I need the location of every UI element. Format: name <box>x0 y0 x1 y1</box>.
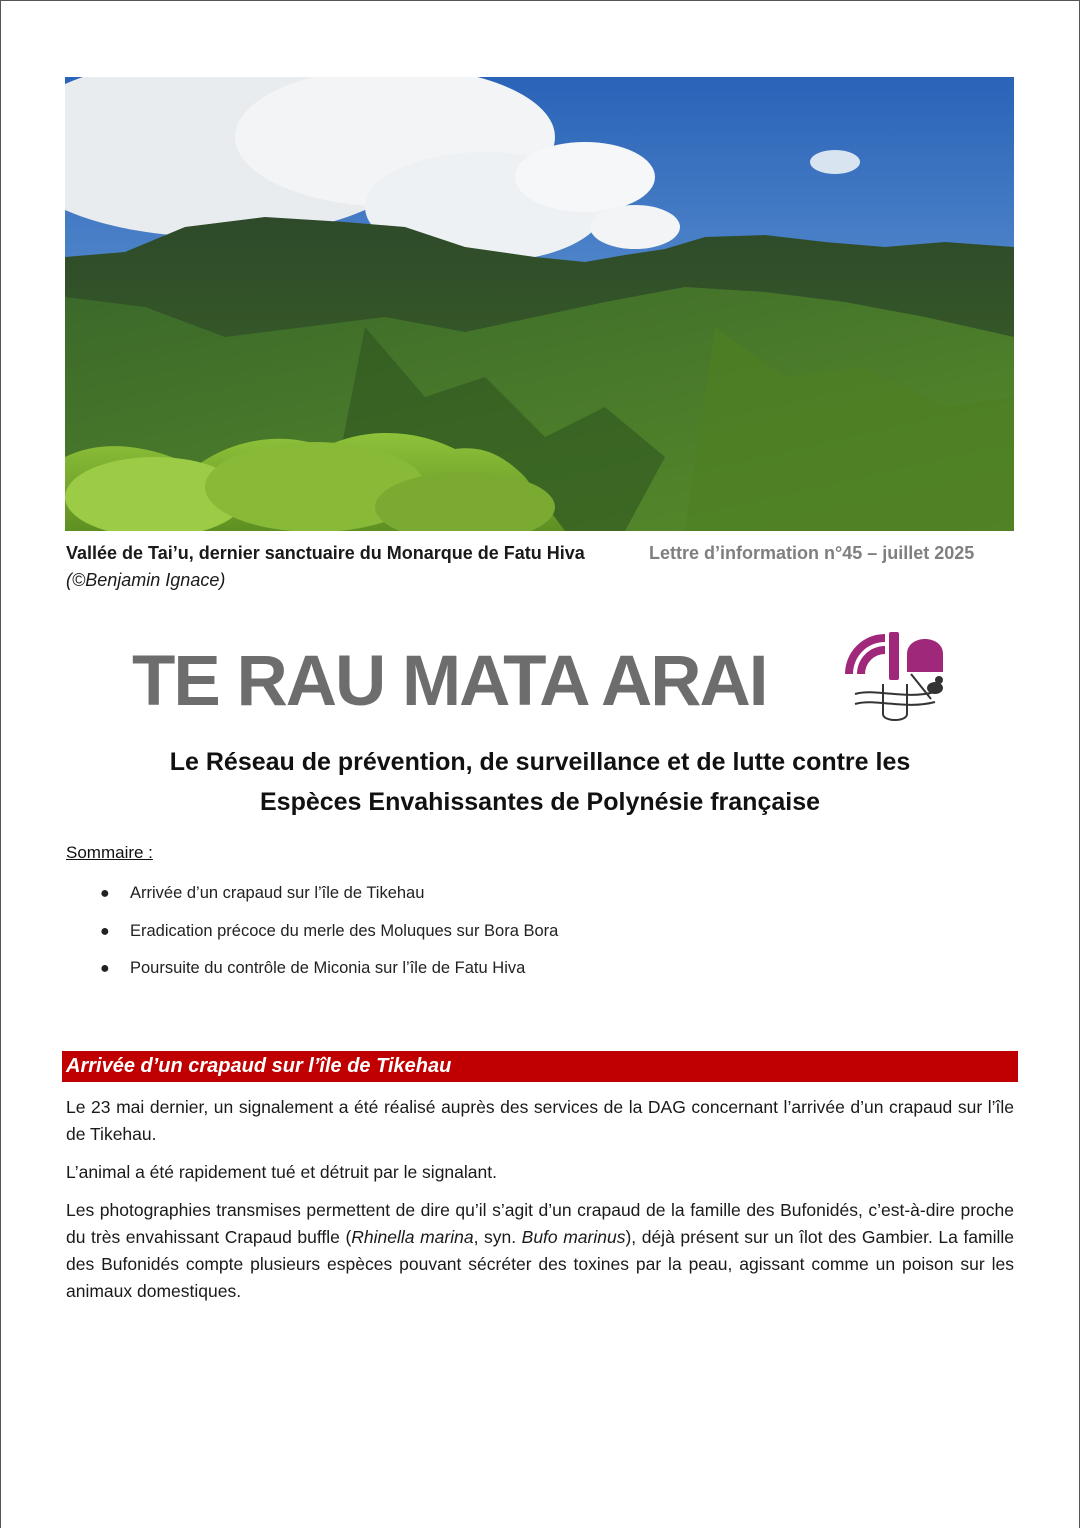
summary-list <box>100 880 558 993</box>
paragraph-2: L’animal a été rapidement tué et détruit par le signalant. <box>66 1162 497 1182</box>
hero-caption <box>66 540 585 594</box>
caption-credit: (©Benjamin Ignace) <box>66 570 226 590</box>
logo-wordmark: TE RAU MATA ARAI <box>132 642 767 721</box>
main-title-line2: Espèces Envahissantes de Polynésie française <box>259 788 821 816</box>
species-name-2: Bufo marinus <box>521 1227 626 1247</box>
caption-title: Vallée de Tai’u, dernier sanctuaire du Monarque de Fatu Hiva <box>66 543 585 563</box>
paragraph-3-part-a: Les photographies transmises permettent de dire qu’il s’agit d’un crapaud de la famille des Bufonidés, c’est-à-dire proche du très envahissant Crapaud buffle ( <box>66 1200 1014 1247</box>
paragraph-3-part-c: ), déjà présent sur un îlot des Gambier. La famille des Bufonidés compte plusieurs espèces pouvant sécréter des toxines par la peau, agissant comme un poison sur les animaux domestiques. <box>66 1227 1015 1301</box>
paragraph-3 <box>66 1197 1014 1305</box>
polynesie-emblem-icon <box>835 624 955 724</box>
issue-label: Lettre d’information n°45 – juillet 2025 <box>649 543 975 563</box>
species-name-1: Rhinella marina <box>351 1227 474 1247</box>
section-body <box>66 1094 1014 1316</box>
main-title <box>60 742 1020 822</box>
bullet-icon: ● <box>100 922 110 940</box>
paragraph-3-part-b: , syn. <box>473 1227 522 1247</box>
summary-label: Sommaire : <box>66 843 153 862</box>
summary-item-text: Poursuite du contrôle de Miconia sur l’île de Fatu Hiva <box>130 959 526 977</box>
summary-item-text: Eradication précoce du merle des Moluques sur Bora Bora <box>130 921 559 940</box>
paragraph-1: Le 23 mai dernier, un signalement a été réalisé auprès des services de la DAG concernant l’arrivée d’un crapaud sur l’île de Tikehau. <box>66 1097 1014 1144</box>
summary-item <box>100 918 558 956</box>
mountain-valley-photo <box>65 77 1014 531</box>
summary-item <box>100 955 558 993</box>
main-title-line1: Le Réseau de prévention, de surveillance et de lutte contre les <box>169 748 911 776</box>
bullet-icon: ● <box>100 885 110 902</box>
bullet-icon: ● <box>100 960 110 977</box>
section-heading-bar <box>62 1051 1018 1082</box>
hero-image <box>65 77 1014 531</box>
section-heading: Arrivée d’un crapaud sur l’île de Tikehau <box>66 1055 452 1077</box>
summary-item-text: Arrivée d’un crapaud sur l’île de Tikehau <box>130 884 425 902</box>
summary-item <box>100 880 558 918</box>
